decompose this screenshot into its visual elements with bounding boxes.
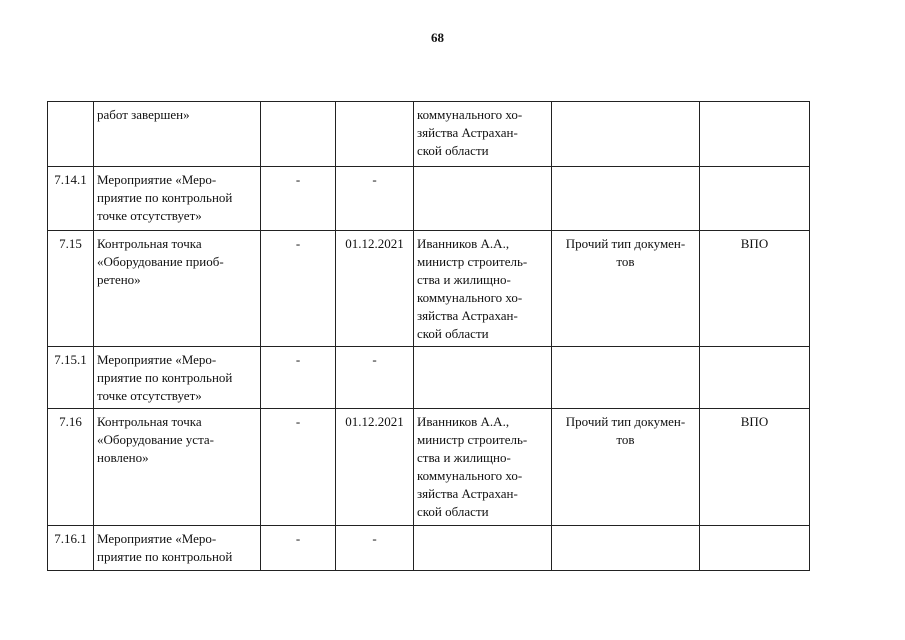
row-doc-type-cell: Прочий тип докумен- тов [552, 409, 700, 526]
row-number-cell: 7.15.1 [48, 347, 94, 409]
table-row [48, 102, 810, 167]
row-responsible-cell [414, 526, 552, 571]
row-end-cell: - [336, 526, 414, 571]
row-doc-type-cell [552, 102, 700, 167]
row-number-cell: 7.15 [48, 231, 94, 347]
row-name-cell: работ завершен» [94, 102, 261, 167]
row-end-cell: - [336, 167, 414, 231]
row-responsible-cell [414, 167, 552, 231]
row-responsible-cell: коммунального хо- зяйства Астрахан- ской области [414, 102, 552, 167]
row-system-cell [700, 167, 810, 231]
row-number-cell: 7.16.1 [48, 526, 94, 571]
row-start-cell [261, 102, 336, 167]
row-responsible-cell: Иванников А.А., министр строитель- ства и жилищно- коммунального хо- зяйства Астрахан- ской области [414, 409, 552, 526]
row-doc-type-cell [552, 526, 700, 571]
row-system-cell: ВПО [700, 231, 810, 347]
row-system-cell [700, 102, 810, 167]
row-responsible-cell [414, 347, 552, 409]
row-start-cell: - [261, 231, 336, 347]
row-name-cell: Мероприятие «Меро- приятие по контрольной точке отсутствует» [94, 167, 261, 231]
plan-table [47, 101, 810, 571]
page-number: 68 [431, 30, 444, 45]
row-number-cell [48, 102, 94, 167]
row-end-cell: - [336, 347, 414, 409]
row-name-cell: Мероприятие «Меро- приятие по контрольной [94, 526, 261, 571]
row-system-cell [700, 526, 810, 571]
row-number-cell: 7.16 [48, 409, 94, 526]
row-responsible-cell: Иванников А.А., министр строитель- ства и жилищно- коммунального хо- зяйства Астрахан- ской области [414, 231, 552, 347]
row-end-cell: 01.12.2021 [336, 409, 414, 526]
row-start-cell: - [261, 167, 336, 231]
table-row [48, 526, 810, 571]
row-end-cell: 01.12.2021 [336, 231, 414, 347]
row-doc-type-cell [552, 347, 700, 409]
row-end-cell [336, 102, 414, 167]
row-start-cell: - [261, 526, 336, 571]
row-name-cell: Мероприятие «Меро- приятие по контрольной точке отсутствует» [94, 347, 261, 409]
row-doc-type-cell: Прочий тип докумен- тов [552, 231, 700, 347]
table-row [48, 347, 810, 409]
row-system-cell [700, 347, 810, 409]
row-start-cell: - [261, 347, 336, 409]
row-system-cell: ВПО [700, 409, 810, 526]
table-row [48, 409, 810, 526]
table-row [48, 231, 810, 347]
row-doc-type-cell [552, 167, 700, 231]
row-name-cell: Контрольная точка «Оборудование уста- новлено» [94, 409, 261, 526]
row-number-cell: 7.14.1 [48, 167, 94, 231]
row-start-cell: - [261, 409, 336, 526]
table-row [48, 167, 810, 231]
row-name-cell: Контрольная точка «Оборудование приоб- ретено» [94, 231, 261, 347]
